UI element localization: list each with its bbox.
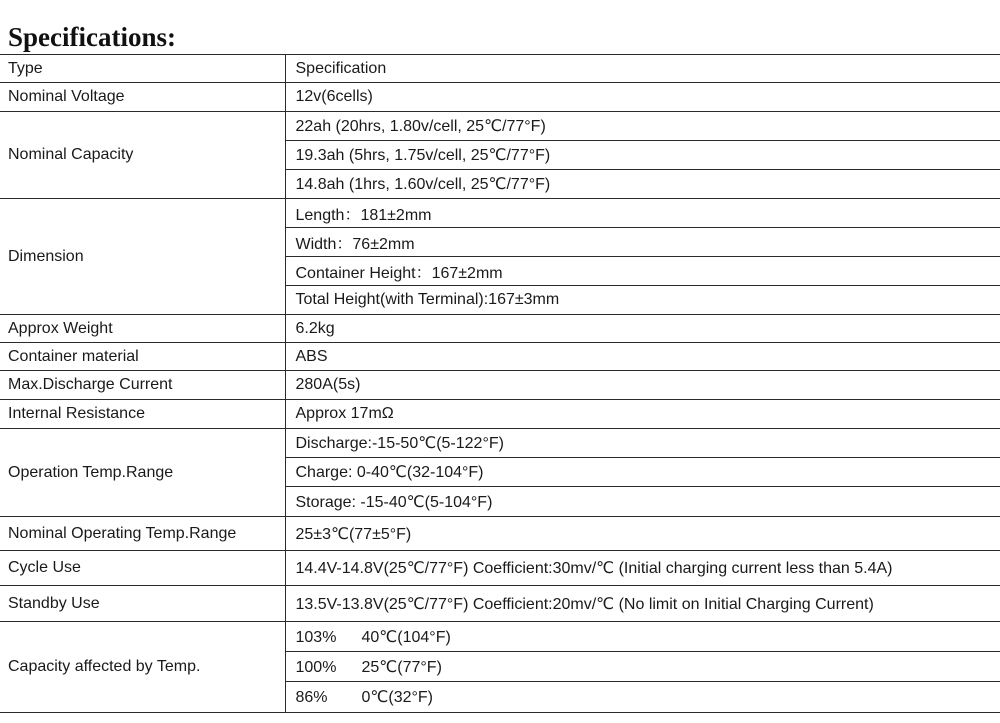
header-type: Type (0, 55, 285, 83)
row-value: ABS (285, 343, 1000, 371)
table-row (0, 429, 1000, 458)
row-value: Approx 17mΩ (285, 400, 1000, 429)
capacity-percent: 100% (295, 658, 337, 676)
row-value: Charge: 0-40℃(32-104°F) (285, 458, 1000, 487)
table-row (0, 586, 1000, 622)
table-header-row (0, 55, 1000, 83)
header-specification: Specification (285, 55, 1000, 83)
table-row (0, 400, 1000, 429)
page-title: Specifications: (8, 22, 176, 52)
row-value: 13.5V-13.8V(25℃/77°F) Coefficient:20mv/℃ (No limit on Initial Charging Current) (285, 586, 1000, 622)
row-value: Discharge:-15-50℃(5-122°F) (285, 429, 1000, 458)
table-row (0, 83, 1000, 112)
table-row (0, 112, 1000, 141)
table-row (0, 517, 1000, 551)
row-value: Total Height(with Terminal):167±3mm (285, 286, 1000, 315)
table-row (0, 199, 1000, 228)
row-label: Internal Resistance (0, 400, 285, 429)
row-label: Nominal Operating Temp.Range (0, 517, 285, 551)
row-value: 6.2kg (285, 315, 1000, 343)
row-label: Capacity affected by Temp. (0, 622, 285, 713)
row-label: Approx Weight (0, 315, 285, 343)
table-row (0, 371, 1000, 400)
row-value: 25±3℃(77±5°F) (285, 517, 1000, 551)
row-label: Nominal Voltage (0, 83, 285, 112)
row-label: Dimension (0, 199, 285, 315)
row-value: 22ah (20hrs, 1.80v/cell, 25℃/77°F) (285, 112, 1000, 141)
row-label: Container material (0, 343, 285, 371)
row-value: 12v(6cells) (285, 83, 1000, 112)
table-row (0, 622, 1000, 652)
row-value (285, 682, 1000, 713)
row-value: Storage: -15-40℃(5-104°F) (285, 487, 1000, 517)
table-row (0, 343, 1000, 371)
row-value: 19.3ah (5hrs, 1.75v/cell, 25℃/77°F) (285, 141, 1000, 170)
row-label: Standby Use (0, 586, 285, 622)
row-label: Nominal Capacity (0, 112, 285, 199)
row-value: 14.4V-14.8V(25℃/77°F) Coefficient:30mv/℃ (Initial charging current less than 5.4A) (285, 551, 1000, 586)
row-value (285, 622, 1000, 652)
row-value: Width：76±2mm (285, 228, 1000, 257)
row-value: 14.8ah (1hrs, 1.60v/cell, 25℃/77°F) (285, 170, 1000, 199)
capacity-temperature: 40℃(104°F) (361, 628, 451, 646)
row-value: 280A(5s) (285, 371, 1000, 400)
row-label: Cycle Use (0, 551, 285, 586)
row-label: Operation Temp.Range (0, 429, 285, 517)
capacity-percent: 86% (295, 689, 328, 706)
row-label: Max.Discharge Current (0, 371, 285, 400)
row-value: Length：181±2mm (285, 199, 1000, 228)
capacity-temperature: 25℃(77°F) (361, 658, 442, 676)
capacity-percent: 103% (295, 628, 337, 646)
row-value: Container Height：167±2mm (285, 257, 1000, 286)
capacity-temperature: 0℃(32°F) (361, 689, 433, 706)
spec-table (0, 54, 1000, 713)
row-value (285, 652, 1000, 682)
table-row (0, 315, 1000, 343)
table-row (0, 551, 1000, 586)
